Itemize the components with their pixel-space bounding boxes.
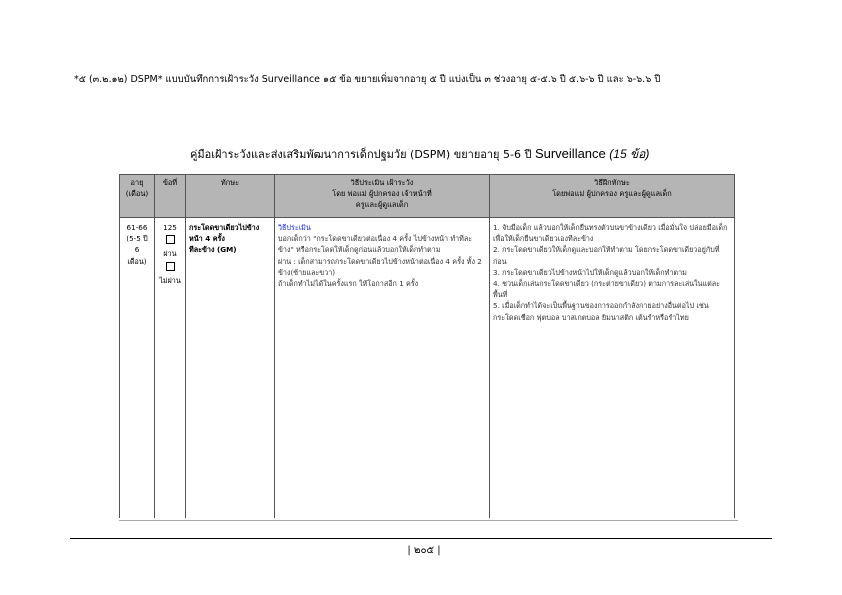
- cell-assessment: [275, 218, 490, 519]
- method-heading: วิธีประเมิน: [278, 223, 311, 232]
- practice-step-3: 3. กระโดดขาเดียวไปข้างหน้าไปให้เด็กดูแล้วบอกให้เด็กทำตาม: [493, 267, 687, 277]
- header-practice: [490, 175, 735, 218]
- header-assessment-line3: ครูและผู้ดูแลเด็ก: [355, 200, 409, 209]
- practice-step-5: 5. เมื่อเด็กทำได้จะเป็นพื้นฐานของการออกกำลังกายอย่างอื่นต่อไป เช่น กระโดดเชือก ฟุตบอล บาสเกตบอล ยิมนาสติก เต้นรำหรือรำไทย: [493, 301, 709, 322]
- document-title: [190, 146, 670, 163]
- fail-checkbox[interactable]: [166, 262, 175, 271]
- skill-code: ทีละข้าง (GM): [189, 245, 237, 255]
- method-pass: ผ่าน : เด็กสามารถกระโดดขาเดียวไปข้างหน้าต่อเนื่อง 4 ครั้ง ทั้ง 2 ข้าง(ซ้ายและขวา): [278, 256, 482, 277]
- table-header-row: [120, 175, 735, 218]
- header-practice-line2: โดยพ่อแม่ ผู้ปกครอง ครูและผู้ดูแลเด็ก: [552, 189, 672, 198]
- age-years-2: 6: [134, 245, 140, 255]
- cell-item-no: [155, 218, 186, 519]
- method-text: บอกเด็กว่า "กระโดดขาเดียวต่อเนื่อง 4 ครั้ง ไปข้างหน้า ทำทีละข้าง" หรือกระโดดให้เด็กดูก่อนแล้วบอกให้เด็กทำตาม: [278, 234, 473, 255]
- header-item-no: ข้อที่: [155, 175, 186, 218]
- fail-label: ไม่ผ่าน: [159, 275, 181, 285]
- table-bottom-divider: [119, 520, 738, 521]
- title-main: คู่มือเฝ้าระวังและส่งเสริมพัฒนาการเด็กปฐมวัย (DSPM) ขยายอายุ 5-6 ปี: [190, 148, 532, 161]
- skill-title: กระโดดขาเดียวไปข้างหน้า 4 ครั้ง: [189, 223, 260, 244]
- title-count: (15 ข้อ): [609, 147, 650, 161]
- header-assessment: [275, 175, 490, 218]
- age-unit: เดือน): [127, 256, 147, 266]
- item-number: 125: [163, 223, 177, 232]
- table-row: [120, 218, 735, 519]
- header-assessment-line2: โดย พ่อแม่ ผู้ปกครอง เจ้าหน้าที่: [332, 189, 432, 198]
- dspm-table: [119, 174, 735, 518]
- practice-step-2: 2. กระโดดขาเดียวให้เด็กดูและบอกให้ทำตาม โดยกระโดดขาเดียวอยู่กับที่ก่อน: [493, 245, 720, 266]
- footer-divider: [70, 538, 772, 539]
- page-number: | ๒๐๕ |: [407, 545, 441, 556]
- cell-practice: [490, 218, 735, 519]
- pass-checkbox[interactable]: [166, 235, 175, 244]
- header-assessment-line1: วิธีประเมิน เฝ้าระวัง: [350, 178, 414, 187]
- header-note: *๕ (๓.๒.๑๒) DSPM* แบบบันทึกการเฝ้าระวัง Surveillance ๑๕ ข้อ ขยายเพิ่มจากอายุ ๕ ปี แบ่งเป็น ๓ ช่วงอายุ ๕-๕.๖ ปี ๕.๖-๖ ปี และ ๖-๖.๖ ปี: [74, 74, 661, 85]
- pass-label: ผ่าน: [163, 249, 177, 259]
- age-years: (5-5 ปี: [126, 234, 148, 244]
- method-retry: ถ้าเด็กทำไม่ได้ในครั้งแรก ให้โอกาสอีก 1 ครั้ง: [278, 279, 419, 289]
- title-surveillance: Surveillance: [534, 146, 606, 161]
- header-practice-line1: วิธีฝึกทักษะ: [594, 178, 630, 187]
- practice-step-1: 1. จับมือเด็ก แล้วบอกให้เด็กยืนทรงตัวบนขาข้างเดียว เมื่อมั่นใจ ปล่อยมือเด็กเพื่อให้เด็กยืนขาเดียวเองทีละข้าง: [493, 223, 728, 244]
- age-range: 61-66: [126, 223, 148, 232]
- cell-age: [120, 218, 155, 519]
- header-age: อายุ (เดือน): [120, 175, 155, 218]
- header-skill: ทักษะ: [186, 175, 275, 218]
- cell-skill: [186, 218, 275, 519]
- practice-step-4: 4. ชวนเด็กเล่นกระโดดขาเดียว (กระต่ายขาเดียว) ตามการละเล่นในแต่ละพื้นที่: [493, 279, 721, 300]
